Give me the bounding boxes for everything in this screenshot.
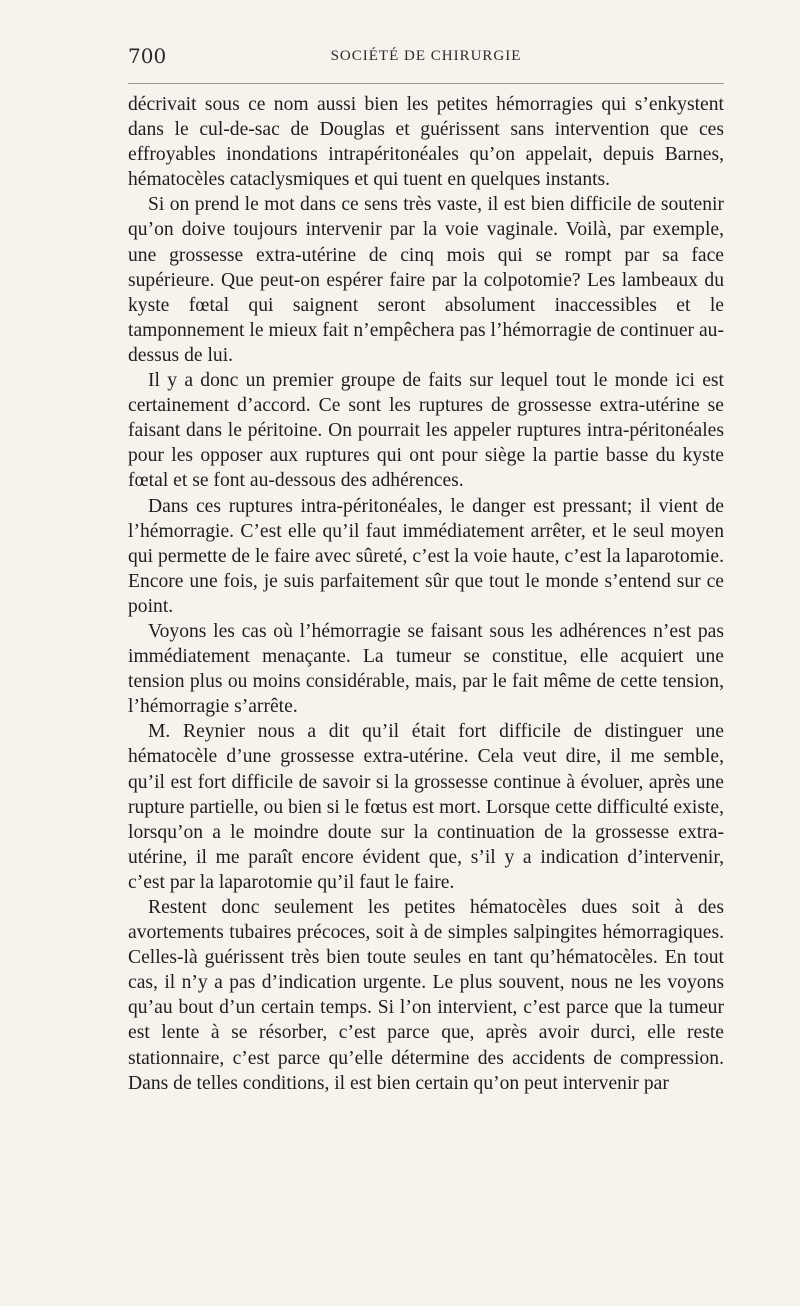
paragraph: M. Reynier nous a dit qu’il était fort difficile de distinguer une hématocèle d’une grossesse extra-utérine. Cela veut dire, il me semble, qu’il est fort difficile de savoir si la grossesse continue à évoluer, après une rupture partielle, ou bien si le fœtus est mort. Lorsque cette difficulté existe, lorsqu’on a le moindre doute sur la continuation de la grossesse extra-utérine, il me paraît encore évident que, s’il y a indication d’intervenir, c’est par la laparotomie qu’il faut le faire. <box>128 721 724 893</box>
paragraph: Si on prend le mot dans ce sens très vaste, il est bien difficile de soutenir qu’on doive toujours intervenir par la voie vaginale. Voilà, par exemple, une grossesse extra-utérine de cinq mois qui se rompt par sa face supérieure. Que peut-on espérer faire par la colpotomie? Les lambeaux du kyste fœtal qui saignent seront absolument inaccessibles et le tamponnement le mieux fait n’empêchera pas l’hémorragie de continuer au-dessus de lui. <box>128 194 724 366</box>
header-rule <box>128 83 724 84</box>
paragraph: Dans ces ruptures intra-péritonéales, le danger est pressant; il vient de l’hémorragie. C’est elle qu’il faut immédiatement arrêter, et le seul moyen qui permette de le faire avec sûreté, c’est la voie haute, c’est la laparotomie. Encore une fois, je suis parfaitement sûr que tout le monde s’entend sur ce point. <box>128 495 724 617</box>
paragraph: Voyons les cas où l’hémorragie se faisant sous les adhérences n’est pas immédiatement menaçante. La tumeur se constitue, elle acquiert une tension plus ou moins considérable, mais, par le fait même de cette tension, l’hémorragie s’arrête. <box>128 620 724 718</box>
page-number: 700 <box>128 44 167 68</box>
running-head: SOCIÉTÉ DE CHIRURGIE <box>330 48 522 64</box>
paragraph: Il y a donc un premier groupe de faits sur lequel tout le monde ici est certainement d’accord. Ce sont les ruptures de grossesse extra-utérine se faisant dans le péritoine. On pourrait les appeler ruptures intra-péritonéales pour les opposer aux ruptures qui ont pour siège la partie basse du kyste fœtal et se font au-dessous des adhérences. <box>128 370 724 492</box>
paragraph-continued: décrivait sous ce nom aussi bien les petites hémorragies qui s’enkystent dans le cul-de-sac de Douglas et guérissent sans intervention que ces effroyables inondations intrapéritonéales qu’on appelait, depuis Barnes, hématocèles cataclysmiques et qui tuent en quelques instants. <box>128 94 724 191</box>
body-text <box>128 92 724 1096</box>
page-header <box>128 44 724 78</box>
paragraph: Restent donc seulement les petites hématocèles dues soit à des avortements tubaires précoces, soit à de simples salpingites hémorragiques. Celles-là guérissent très bien toute seules en tant qu’hématocèles. En tout cas, il n’y a pas d’indication urgente. Le plus souvent, nous ne les voyons qu’au bout d’un certain temps. Si l’on intervient, c’est parce que la tumeur est lente à se résorber, c’est parce que, après avoir durci, elle reste stationnaire, c’est parce qu’elle détermine des accidents de compression. Dans de telles conditions, il est bien certain qu’on peut intervenir par <box>128 897 724 1094</box>
